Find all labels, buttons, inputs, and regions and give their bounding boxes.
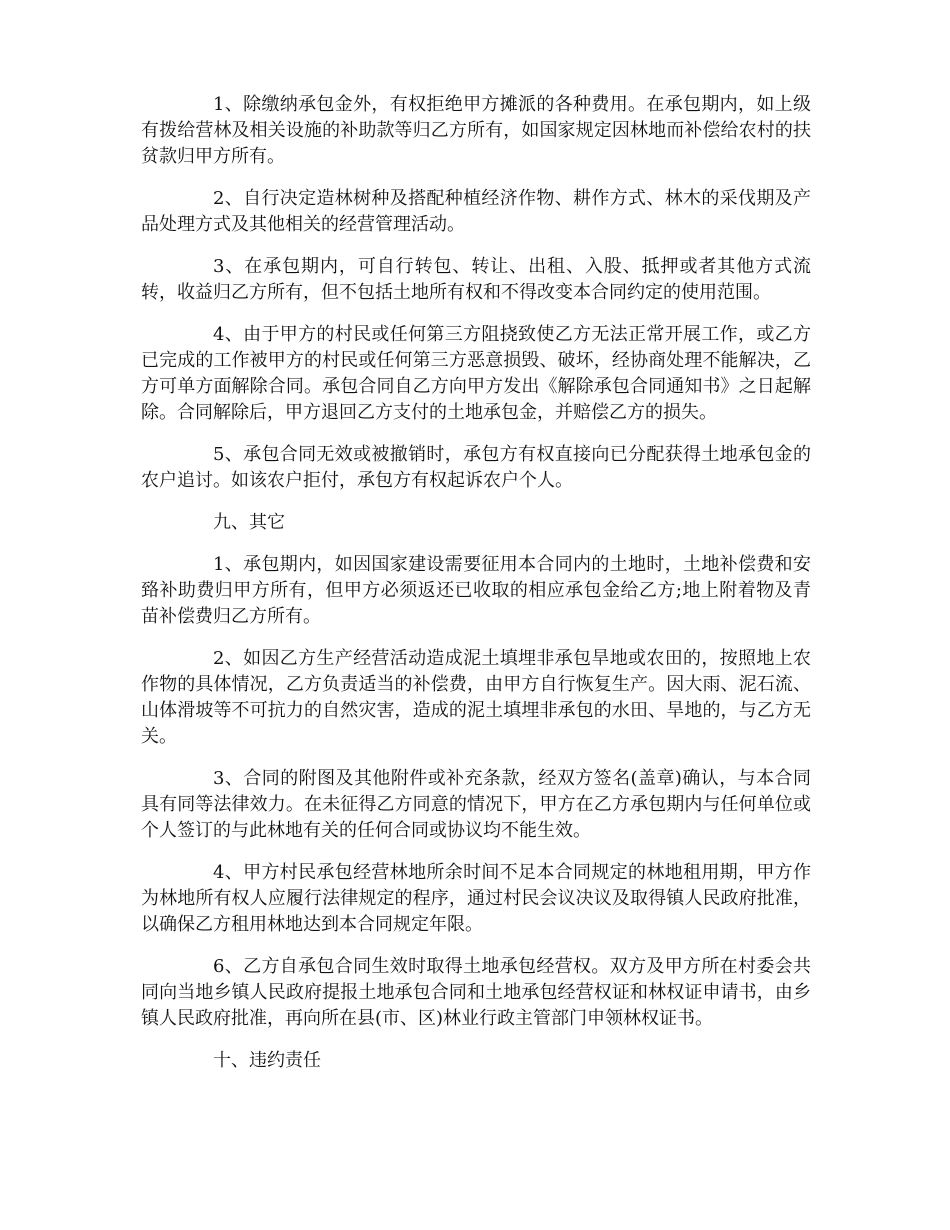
paragraph-9-1: 1、承包期内，如因国家建设需要征用本合同内的土地时，土地补偿费和安臵补助费归甲方所有，但甲方必须返还已收取的相应承包金给乙方;地上附着物及青苗补偿费归乙方所有。 <box>141 554 811 627</box>
section-heading-10: 十、违约责任 <box>213 1050 321 1071</box>
paragraph-8-5: 5、承包合同无效或被撤销时，承包方有权直接向已分配获得土地承包金的农户追讨。如该农户拒付，承包方有权起诉农户个人。 <box>141 444 811 491</box>
paragraph-9-3: 3、合同的附图及其他附件或补充条款，经双方签名(盖章)确认，与本合同具有同等法律效力。在未征得乙方同意的情况下，甲方在乙方承包期内与任何单位或个人签订的与此林地有关的任何合同或协议均不能生效。 <box>141 768 811 841</box>
paragraph-8-3: 3、在承包期内，可自行转包、转让、出租、入股、抵押或者其他方式流转，收益归乙方所有，但不包括土地所有权和不得改变本合同约定的使用范围。 <box>141 256 811 303</box>
paragraph-9-4: 4、甲方村民承包经营林地所余时间不足本合同规定的林地租用期，甲方作为林地所有权人应履行法律规定的程序，通过村民会议决议及取得镇人民政府批准，以确保乙方租用林地达到本合同规定年限。 <box>141 862 811 935</box>
paragraph-8-4: 4、由于甲方的村民或任何第三方阻挠致使乙方无法正常开展工作，或乙方已完成的工作被甲方的村民或任何第三方恶意损毁、破坏，经协商处理不能解决，乙方可单方面解除合同。承包合同自乙方向甲方发出《解除承包合同通知书》之日起解除。合同解除后，甲方退回乙方支付的土地承包金，并赔偿乙方的损失。 <box>141 324 811 423</box>
section-heading-9: 九、其它 <box>213 512 285 533</box>
paragraph-9-6: 6、乙方自承包合同生效时取得土地承包经营权。双方及甲方所在村委会共同向当地乡镇人民政府提报土地承包合同和土地承包经营权证和林权证申请书，由乡镇人民政府批准，再向所在县(市、区)林业行政主管部门申领林权证书。 <box>141 956 811 1029</box>
paragraph-8-1: 1、除缴纳承包金外，有权拒绝甲方摊派的各种费用。在承包期内，如上级有拨给营林及相关设施的补助款等归乙方所有，如国家规定因林地而补偿给农村的扶贫款归甲方所有。 <box>141 94 811 167</box>
paragraph-8-2: 2、自行决定造林树种及搭配种植经济作物、耕作方式、林木的采伐期及产品处理方式及其他相关的经营管理活动。 <box>141 188 811 235</box>
document-page <box>141 92 811 1090</box>
paragraph-9-2: 2、如因乙方生产经营活动造成泥土填埋非承包旱地或农田的，按照地上农作物的具体情况，乙方负责适当的补偿费，由甲方自行恢复生产。因大雨、泥石流、山体滑坡等不可抗力的自然灾害，造成的泥土填埋非承包的水田、旱地的，与乙方无关。 <box>141 648 811 747</box>
